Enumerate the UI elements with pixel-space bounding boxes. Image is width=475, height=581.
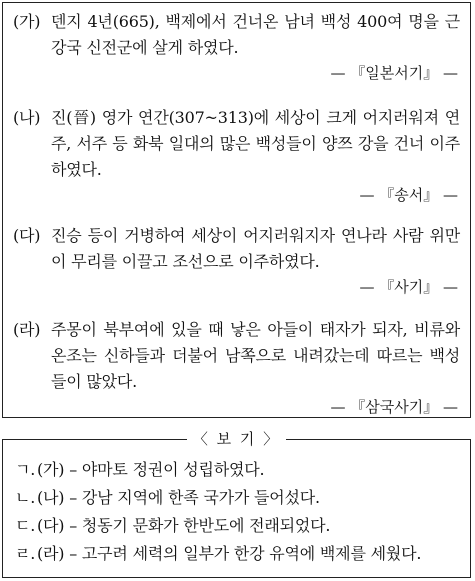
- item-text: 덴지 4년(665), 백제에서 건너온 남녀 백성 400여 명을 근강국 신전군에 살게 하였다.: [51, 12, 460, 57]
- item-source: — 『삼국사기』 —: [330, 398, 458, 416]
- passage-item-ra: [13, 317, 460, 427]
- bogi-title-text: 〈 보 기 〉: [187, 430, 286, 448]
- item-label: (라): [13, 320, 41, 339]
- option-text: (다) – 청동기 문화가 한반도에 전래되었다.: [37, 516, 331, 535]
- item-source: — 『일본서기』 —: [330, 64, 458, 82]
- option-key: ㄷ.: [15, 516, 36, 535]
- item-label: (나): [13, 108, 41, 127]
- item-label: (가): [13, 12, 41, 31]
- bogi-option-2: [15, 484, 460, 512]
- bogi-option-3: [15, 512, 460, 540]
- passage-item-ga: [13, 9, 460, 105]
- option-text: (라) – 고구려 세력의 일부가 한강 유역에 백제를 세웠다.: [37, 544, 422, 563]
- option-text: (나) – 강남 지역에 한족 국가가 들어섰다.: [37, 488, 320, 507]
- bogi-title: [3, 429, 470, 449]
- option-key: ㄱ.: [15, 460, 36, 479]
- option-key: ㄴ.: [15, 488, 36, 507]
- passage-item-na: [13, 105, 460, 223]
- passage-box: [2, 2, 471, 418]
- option-text: (가) – 야마토 정권이 성립하였다.: [37, 460, 265, 479]
- bogi-option-1: [15, 456, 460, 484]
- bogi-option-4: [15, 540, 460, 568]
- item-text: 주몽이 북부여에 있을 때 낳은 아들이 태자가 되자, 비류와 온조는 신하들과 더불어 남쪽으로 내려갔는데 따르는 백성들이 많았다.: [51, 320, 460, 391]
- bogi-box: [2, 430, 471, 578]
- item-text: 진(晉) 영가 연간(307~313)에 세상이 크게 어지러워져 연주, 서주 등 화북 일대의 많은 백성들이 양쯔 강을 건너 이주하였다.: [51, 108, 460, 179]
- item-label: (다): [13, 226, 41, 245]
- item-source: — 『사기』 —: [359, 278, 458, 296]
- option-key: ㄹ.: [15, 544, 36, 563]
- item-source: — 『송서』 —: [359, 186, 458, 204]
- item-text: 진승 등이 거병하여 세상이 어지러워지자 연나라 사람 위만이 무리를 이끌고 조선으로 이주하였다.: [51, 226, 460, 271]
- passage-item-da: [13, 223, 460, 317]
